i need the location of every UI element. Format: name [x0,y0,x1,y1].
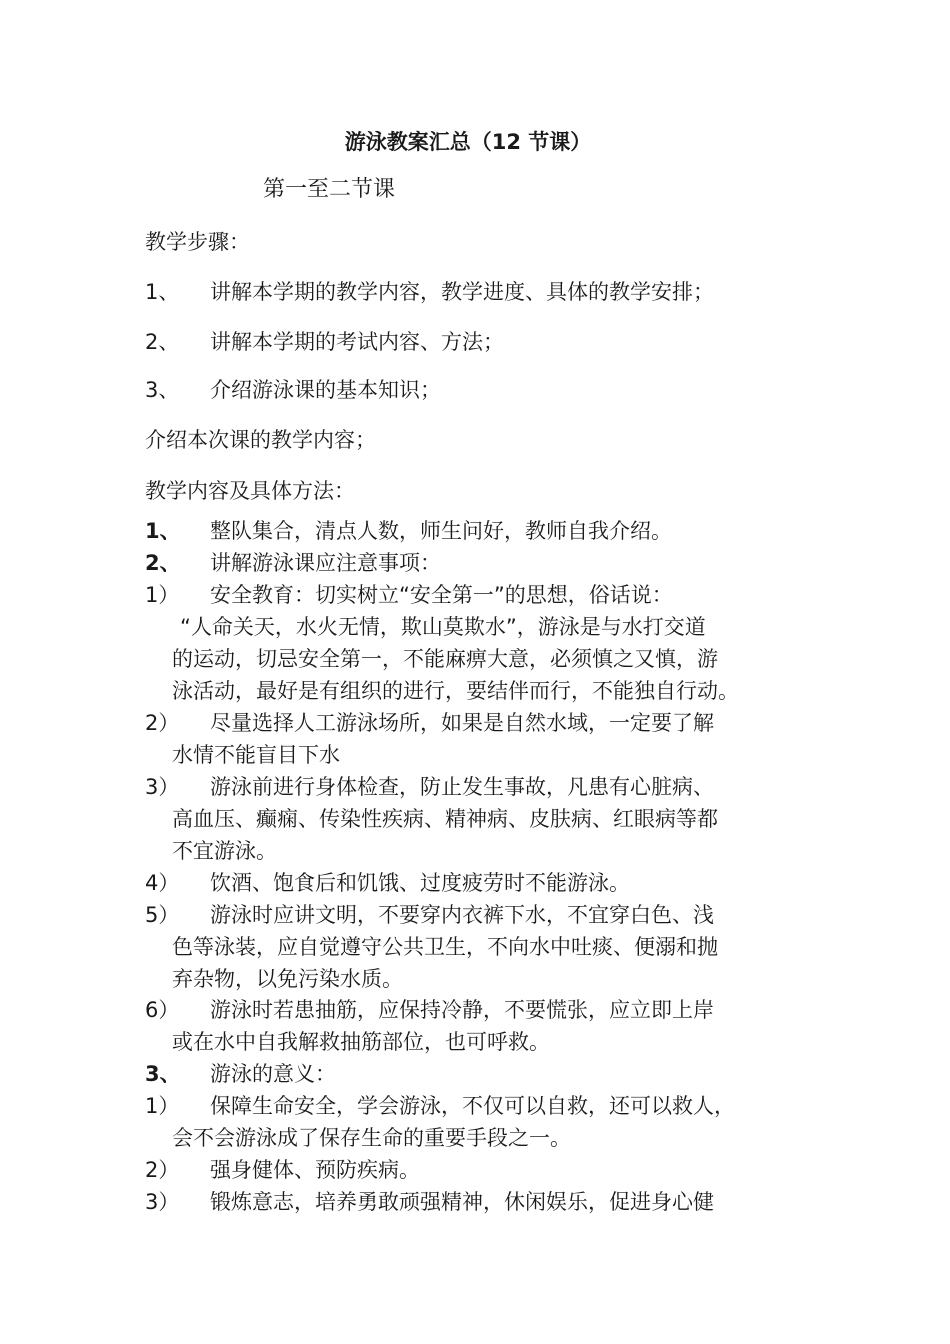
note-continuation: 弃杂物，以免污染水质。 [172,967,403,991]
note-number: 5） [145,903,180,927]
section-text: 讲解游泳课应注意事项： [210,551,441,575]
section-text: 整队集合，清点人数，师生问好，教师自我介绍。 [210,519,672,543]
note-number: 3） [145,775,180,799]
meaning-text: 锻炼意志，培养勇敢顽强精神，休闲娱乐，促进身心健 [210,1190,714,1214]
step-text: 介绍游泳课的基本知识； [210,378,441,402]
note-continuation: “人命关天，水火无情，欺山莫欺水”，游泳是与水打交道 [180,615,706,639]
note-text: 饮酒、饱食后和饥饿、过度疲劳时不能游泳。 [210,871,630,895]
section-number: 1、 [145,519,181,543]
step-text: 讲解本学期的考试内容、方法； [210,330,504,354]
note-text: 游泳时若患抽筋，应保持冷静，不要慌张，应立即上岸 [210,998,714,1022]
note-number: 2） [145,711,180,735]
step-text: 讲解本学期的教学内容，教学进度、具体的教学安排； [210,280,714,304]
steps-heading: 教学步骤： [145,230,250,254]
meaning-number: 2） [145,1158,180,1182]
note-continuation: 不宜游泳。 [172,839,277,863]
note-continuation: 泳活动，最好是有组织的进行，要结伴而行，不能独自行动。 [172,679,739,703]
meaning-number: 3） [145,1190,180,1214]
meaning-continuation: 会不会游泳成了保存生命的重要手段之一。 [172,1126,571,1150]
note-continuation: 的运动，切忌安全第一，不能麻痹大意，必须慎之又慎，游 [172,647,718,671]
note-continuation: 高血压、癫痫、传染性疾病、精神病、皮肤病、红眼病等都 [172,807,718,831]
note-continuation: 色等泳装，应自觉遵守公共卫生，不向水中吐痰、便溺和抛 [172,935,718,959]
note-text: 游泳时应讲文明，不要穿内衣裤下水，不宜穿白色、浅 [210,903,714,927]
section-number: 3、 [145,1062,181,1086]
step-number: 1、 [145,280,180,304]
section-text: 游泳的意义： [210,1062,336,1086]
note-text: 安全教育：切实树立“安全第一”的思想，俗话说： [210,583,673,607]
methods-heading: 教学内容及具体方法： [145,479,355,503]
document-title: 游泳教案汇总（12 节课） [344,130,592,154]
note-continuation: 或在水中自我解救抽筋部位，也可呼救。 [172,1030,550,1054]
note-number: 6） [145,998,180,1022]
lesson-subtitle: 第一至二节课 [263,177,396,202]
intro-line: 介绍本次课的教学内容； [145,428,376,452]
meaning-text: 保障生命安全，学会游泳，不仅可以自救，还可以救人， [210,1094,735,1118]
section-number: 2、 [145,551,181,575]
note-text: 尽量选择人工游泳场所，如果是自然水域，一定要了解 [210,711,714,735]
meaning-number: 1） [145,1094,180,1118]
note-number: 1） [145,583,180,607]
step-number: 3、 [145,378,180,402]
note-continuation: 水情不能盲目下水 [172,743,340,767]
note-number: 4） [145,871,180,895]
note-text: 游泳前进行身体检查，防止发生事故，凡患有心脏病、 [210,775,714,799]
step-number: 2、 [145,330,180,354]
meaning-text: 强身健体、预防疾病。 [210,1158,420,1182]
